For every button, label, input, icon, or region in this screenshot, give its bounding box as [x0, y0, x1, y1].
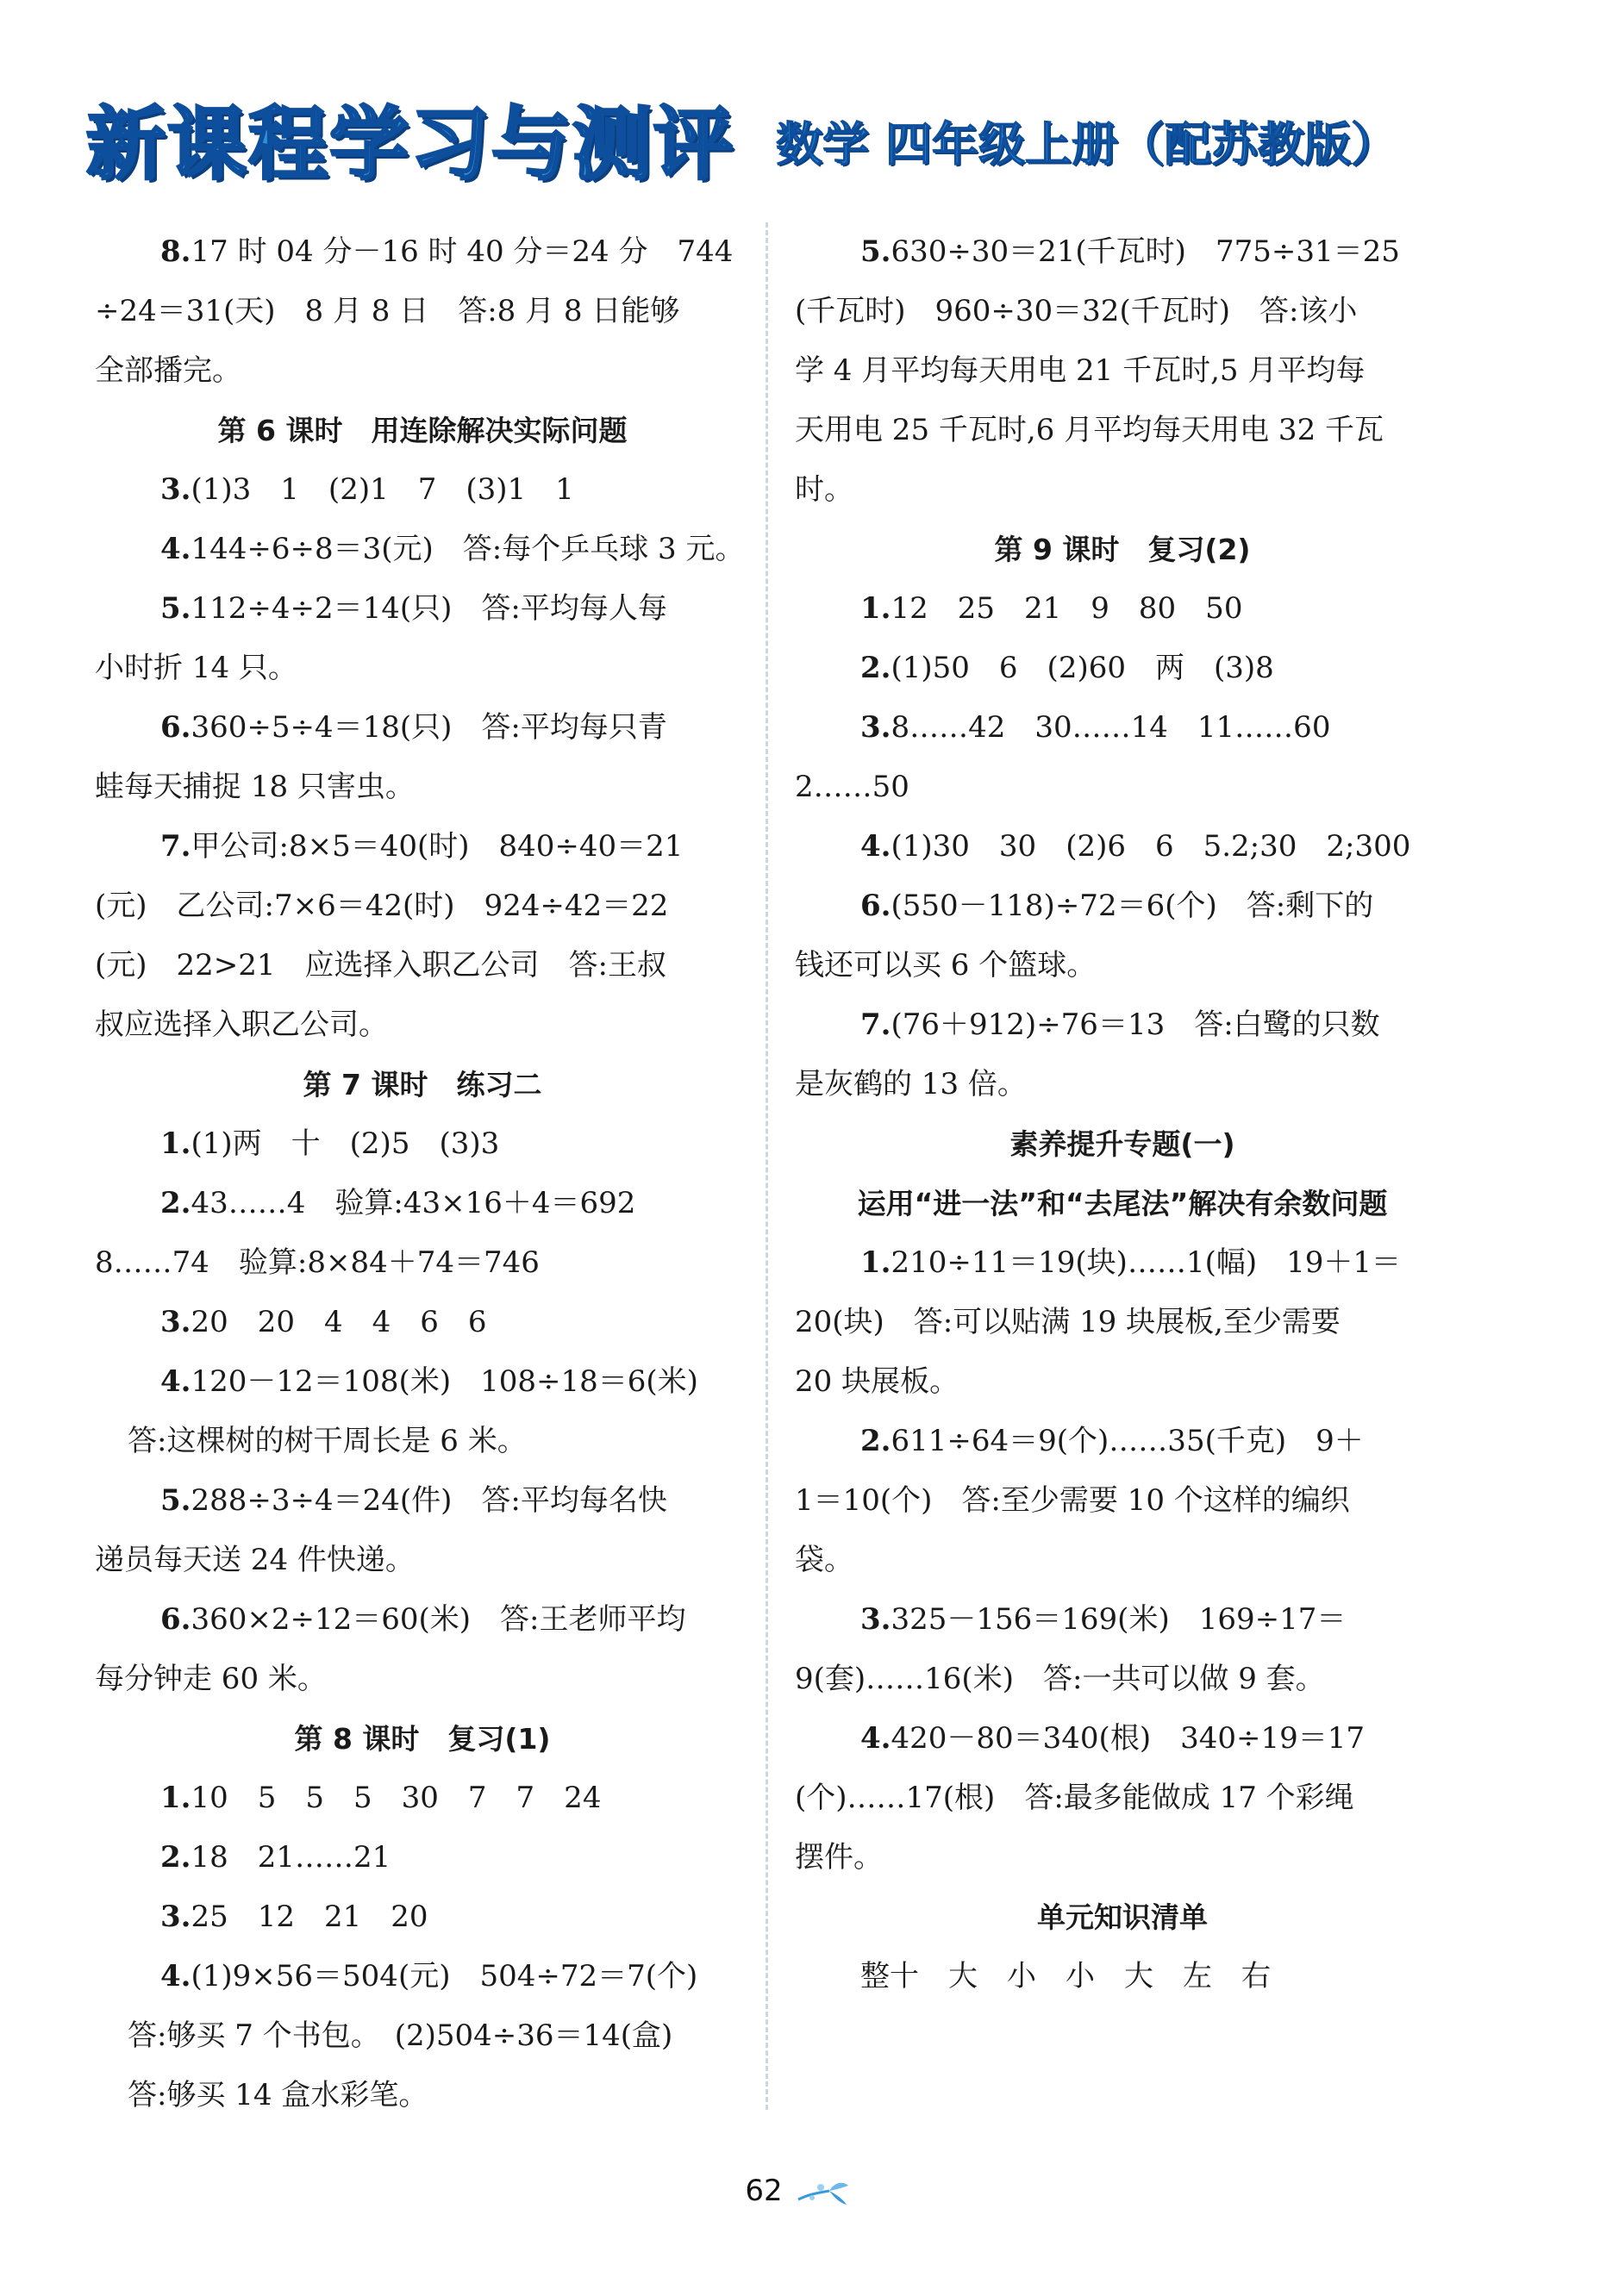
left-column — [95, 222, 750, 2125]
answer-text: ÷24＝31(天) 8 月 8 日 答:8 月 8 日能够 — [95, 294, 680, 328]
answer-line — [795, 460, 1450, 520]
answer-text: 整十 大 小 小 大 左 右 — [860, 1959, 1271, 1993]
answer-line — [795, 1352, 1450, 1412]
answer-text: 112÷4÷2＝14(只) 答:平均每人每 — [191, 591, 667, 626]
answer-text: 8……74 验算:8×84＋74＝746 — [95, 1245, 540, 1280]
section-heading: 素养提升专题(一) — [1009, 1127, 1235, 1161]
section-heading: 第 6 课时 用连除解决实际问题 — [217, 414, 628, 447]
answer-text: 2……50 — [795, 770, 909, 804]
answer-text: 120－12＝108(米) 108÷18＝6(米) — [191, 1364, 698, 1399]
right-column — [795, 222, 1450, 2006]
question-number: 5. — [860, 234, 891, 269]
answer-line — [95, 995, 750, 1055]
question-number: 4. — [160, 1364, 191, 1399]
question-number: 3. — [160, 1305, 191, 1339]
answer-text: 25 12 21 20 — [191, 1900, 428, 1934]
answer-text: 1＝10(个) 答:至少需要 10 个这样的编织 — [795, 1483, 1350, 1518]
answer-text: 630÷30＝21(千瓦时) 775÷31＝25 — [891, 234, 1400, 269]
answer-line — [95, 341, 750, 401]
answer-line — [795, 1769, 1450, 1828]
answer-line — [795, 817, 1450, 877]
answer-line — [95, 639, 750, 698]
answer-line — [795, 579, 1450, 639]
page-header — [86, 93, 1466, 197]
answer-text: 360×2÷12＝60(米) 答:王老师平均 — [191, 1602, 686, 1637]
answer-text: 360÷5÷4＝18(只) 答:平均每只青 — [191, 710, 667, 745]
answer-line — [795, 222, 1450, 282]
answer-line — [95, 460, 750, 520]
answer-text: 钱还可以买 6 个篮球。 — [795, 948, 1097, 983]
question-number: 2. — [160, 1186, 191, 1220]
answer-line — [795, 1055, 1450, 1114]
answer-text: 蛙每天捕捉 18 只害虫。 — [95, 770, 415, 804]
answer-text: (1)50 6 (2)60 两 (3)8 — [891, 651, 1274, 685]
answer-text: 10 5 5 5 30 7 7 24 — [191, 1781, 602, 1815]
answer-line — [795, 1531, 1450, 1590]
answer-text: (元) 乙公司:7×6＝42(时) 924÷42＝22 — [95, 889, 669, 923]
answer-line — [95, 1947, 750, 2006]
answer-line — [95, 1114, 750, 1174]
answer-line — [795, 1471, 1450, 1531]
answer-text: 17 时 04 分－16 时 40 分＝24 分 744 — [191, 234, 734, 269]
answer-text: 答:够买 14 盒水彩笔。 — [128, 2078, 428, 2112]
question-number: 3. — [160, 1900, 191, 1934]
answer-text: 210÷11＝19(块)……1(幅) 19＋1＝ — [891, 1245, 1401, 1280]
answer-line — [795, 1947, 1450, 2006]
answer-text: 小时折 14 只。 — [95, 651, 297, 685]
answer-text: (76＋912)÷76＝13 答:白鹭的只数 — [891, 1008, 1380, 1042]
question-number: 2. — [860, 651, 891, 685]
answer-text: 420－80＝340(根) 340÷19＝17 — [891, 1721, 1365, 1756]
answer-text: 答:够买 7 个书包。 (2)504÷36＝14(盒) — [128, 2018, 673, 2053]
question-number: 7. — [860, 1008, 891, 1042]
answer-text: 每分钟走 60 米。 — [95, 1662, 327, 1696]
answer-text: 全部播完。 — [95, 353, 241, 388]
answer-line — [95, 1887, 750, 1947]
answer-text: 144÷6÷8＝3(元) 答:每个乒乓球 3 元。 — [191, 532, 745, 566]
answer-line — [95, 1352, 750, 1412]
answer-text: (元) 22>21 应选择入职乙公司 答:王叔 — [95, 948, 666, 983]
answer-line — [95, 877, 750, 936]
answer-line — [95, 1828, 750, 1887]
section-heading: 第 9 课时 复习(2) — [994, 533, 1251, 566]
section-heading: 第 8 课时 复习(1) — [294, 1722, 551, 1756]
question-number: 2. — [160, 1840, 191, 1875]
answer-line — [95, 1590, 750, 1650]
answer-line — [795, 1590, 1450, 1650]
answer-text: 时。 — [795, 472, 853, 507]
answer-line — [795, 401, 1450, 460]
question-number: 5. — [160, 1483, 191, 1518]
question-number: 1. — [860, 1245, 891, 1280]
answer-text: 袋。 — [795, 1543, 853, 1577]
answer-text: 288÷3÷4＝24(件) 答:平均每名快 — [191, 1483, 667, 1518]
question-number: 6. — [160, 710, 191, 745]
answer-line — [795, 1709, 1450, 1769]
answer-line — [95, 1174, 750, 1233]
question-number: 3. — [160, 472, 191, 507]
section-heading: 第 7 课时 练习二 — [303, 1068, 542, 1101]
answer-line — [795, 639, 1450, 698]
question-number: 1. — [160, 1126, 191, 1161]
answer-text: (1)9×56＝504(元) 504÷72＝7(个) — [191, 1959, 698, 1993]
answer-text: 天用电 25 千瓦时,6 月平均每天用电 32 千瓦 — [795, 413, 1384, 447]
answer-text: 摆件。 — [795, 1840, 883, 1875]
answer-text: 甲公司:8×5＝40(时) 840÷40＝21 — [191, 829, 684, 864]
answer-line — [95, 936, 750, 995]
answer-line — [95, 579, 750, 639]
question-number: 2. — [860, 1424, 891, 1458]
answer-line — [95, 1471, 750, 1531]
answer-text: 43……4 验算:43×16＋4＝692 — [191, 1186, 636, 1220]
answer-line — [795, 995, 1450, 1055]
answer-line — [795, 1293, 1450, 1352]
answer-text: (千瓦时) 960÷30＝32(千瓦时) 答:该小 — [795, 294, 1358, 328]
question-number: 4. — [160, 1959, 191, 1993]
question-number: 3. — [860, 1602, 891, 1637]
answer-line — [95, 222, 750, 282]
answer-line — [95, 758, 750, 817]
answer-text: (1)两 十 (2)5 (3)3 — [191, 1126, 500, 1161]
answer-line — [795, 341, 1450, 401]
answer-line — [795, 1828, 1450, 1887]
answer-line — [795, 1233, 1450, 1293]
flower-ornament-icon — [795, 2174, 855, 2208]
answer-text: 20 块展板。 — [795, 1364, 959, 1399]
answer-text: (1)30 30 (2)6 6 5.2;30 2;300 — [891, 829, 1411, 864]
answer-line — [95, 2006, 750, 2066]
question-number: 6. — [160, 1602, 191, 1637]
answer-text: 20 20 4 4 6 6 — [191, 1305, 487, 1339]
question-number: 1. — [860, 591, 891, 626]
answer-text: (550－118)÷72＝6(个) 答:剩下的 — [891, 889, 1374, 923]
section-heading: 单元知识清单 — [1037, 1900, 1208, 1934]
answer-line — [795, 877, 1450, 936]
question-number: 5. — [160, 591, 191, 626]
answer-text: 答:这棵树的树干周长是 6 米。 — [128, 1424, 527, 1458]
book-subtitle: 数学 四年级上册（配苏教版） — [776, 117, 1397, 172]
section-heading: 运用“进一法”和“去尾法”解决有余数问题 — [857, 1187, 1388, 1220]
column-divider — [766, 222, 768, 2110]
answer-line — [95, 1650, 750, 1709]
question-number: 7. — [160, 829, 191, 864]
answer-line — [95, 2066, 750, 2125]
question-number: 6. — [860, 889, 891, 923]
question-number: 4. — [860, 829, 891, 864]
page-number: 62 — [745, 2174, 783, 2208]
answer-text: 20(块) 答:可以贴满 19 块展板,至少需要 — [795, 1305, 1341, 1339]
page-footer — [0, 2165, 1600, 2217]
question-number: 4. — [860, 1721, 891, 1756]
answer-line — [95, 1531, 750, 1590]
answer-line — [95, 1412, 750, 1471]
answer-line — [795, 758, 1450, 817]
answer-text: 叔应选择入职乙公司。 — [95, 1008, 388, 1042]
answer-line — [795, 1412, 1450, 1471]
answer-text: 18 21……21 — [191, 1840, 391, 1875]
answer-line — [95, 698, 750, 758]
answer-text: 611÷64＝9(个)……35(千克) 9＋ — [891, 1424, 1364, 1458]
answer-line — [95, 1293, 750, 1352]
answer-line — [95, 520, 750, 579]
answer-line — [795, 698, 1450, 758]
answer-line — [795, 282, 1450, 341]
book-title: 新课程学习与测评 — [86, 98, 735, 190]
answer-text: (个)……17(根) 答:最多能做成 17 个彩绳 — [795, 1781, 1354, 1815]
question-number: 1. — [160, 1781, 191, 1815]
answer-text: 学 4 月平均每天用电 21 千瓦时,5 月平均每 — [795, 353, 1366, 388]
answer-line — [95, 282, 750, 341]
answer-text: 8……42 30……14 11……60 — [891, 710, 1331, 745]
answer-text: 325－156＝169(米) 169÷17＝ — [891, 1602, 1347, 1637]
question-number: 8. — [160, 234, 191, 269]
answer-text: 12 25 21 9 80 50 — [891, 591, 1243, 626]
answer-text: 9(套)……16(米) 答:一共可以做 9 套。 — [795, 1662, 1325, 1696]
answer-line — [95, 817, 750, 877]
answer-line — [795, 936, 1450, 995]
question-number: 4. — [160, 532, 191, 566]
answer-line — [95, 1769, 750, 1828]
answer-line — [95, 1233, 750, 1293]
answer-text: 递员每天送 24 件快递。 — [95, 1543, 415, 1577]
answer-text: 是灰鹤的 13 倍。 — [795, 1067, 1027, 1101]
answer-line — [795, 1650, 1450, 1709]
question-number: 3. — [860, 710, 891, 745]
answer-text: (1)3 1 (2)1 7 (3)1 1 — [191, 472, 574, 507]
